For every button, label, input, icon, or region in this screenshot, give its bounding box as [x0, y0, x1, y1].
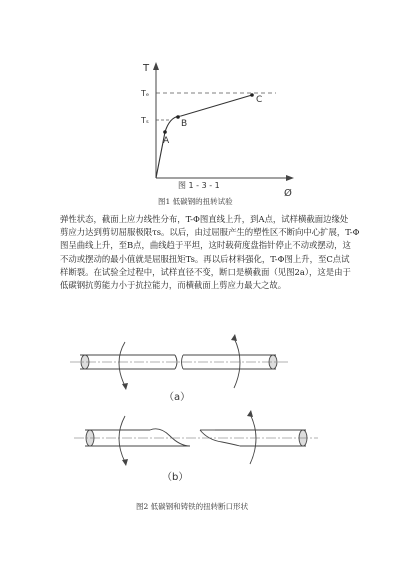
point-a-label: A: [163, 136, 170, 146]
torsion-curve-figure: [0, 0, 400, 205]
point-c-marker: [250, 93, 254, 97]
te-label: Tₑ: [141, 89, 150, 98]
point-c-label: C: [256, 95, 263, 105]
torque-arc-b-left: [119, 416, 125, 462]
paragraph-line: 剪应力达到剪切屈服极限τs。以后，由过屈服产生的塑性区不断向中心扩展，T-Φ: [60, 227, 360, 238]
torque-arc-a-left: [119, 342, 125, 386]
specimen-b-left: [85, 429, 190, 446]
paragraph-line: 低碳钢抗剪能力小于抗拉能力，而横截面上剪应力最大之故。: [60, 280, 287, 291]
point-b-label: B: [181, 119, 188, 129]
figure2-caption: 图2 低碳钢和铸铁的扭转断口形状: [136, 502, 249, 511]
paragraph-line: 图呈曲线上升，至B点，曲线趋于平坦，这时载荷度盘指针停止不动或摆动，这: [60, 240, 351, 251]
paragraph-line: 不动或摆动的最小值就是屈服扭矩Ts。再以后材料强化，T-Φ图上升，至C点试: [60, 253, 350, 264]
paragraph-line: 弹性状态，截面上应力线性分布，T-Φ图直线上升，到A点，试样横截面边缘处: [60, 214, 349, 224]
figure2-label-b: （b）: [162, 472, 189, 483]
ts-label: Tₛ: [141, 116, 149, 125]
torque-arrow-b-left: [122, 459, 128, 466]
x-axis-arrow: [286, 175, 294, 181]
torque-arc-a-right: [234, 338, 240, 388]
point-a-marker: [163, 130, 167, 134]
figure1-caption: 图1 低碳钢的扭转试验: [158, 197, 233, 206]
fracture-shapes-figure: [0, 318, 400, 498]
figure2-label-a: （a）: [164, 392, 191, 403]
torque-arrow-b-right: [247, 410, 253, 417]
y-axis-arrow: [153, 62, 159, 70]
inner-figure-number: 图 1 - 3 - 1: [178, 181, 220, 190]
torque-arrow-a-left: [122, 383, 128, 390]
body-paragraph: [60, 213, 360, 292]
y-axis-label: T: [143, 63, 150, 74]
point-b-marker: [176, 115, 180, 119]
paragraph-line: 样断裂。在试验全过程中，试样直径不变，断口是横截面（见图2a），这是由于: [60, 266, 351, 277]
x-axis-label: Ø: [284, 188, 292, 199]
t-phi-curve: [156, 95, 252, 178]
torque-arc-b-right: [250, 414, 256, 464]
torque-arrow-a-right: [231, 334, 237, 341]
